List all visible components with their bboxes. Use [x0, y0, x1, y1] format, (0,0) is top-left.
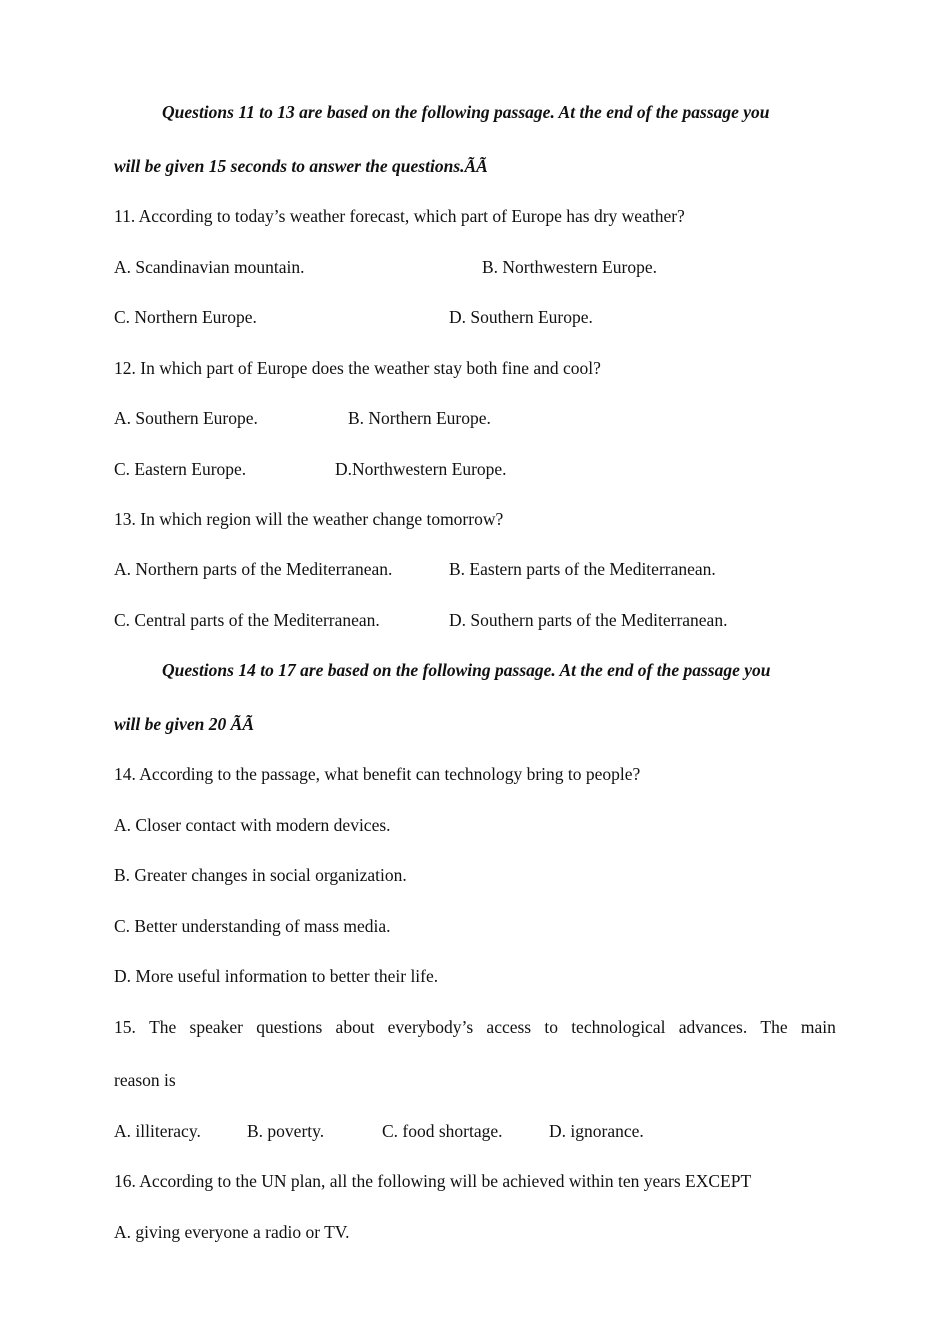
q11-option-b: B. Northwestern Europe.: [482, 257, 657, 277]
section1-instruction-line2: will be given 15 seconds to answer the questions.ÃÃ: [114, 156, 488, 176]
q12-option-b: B. Northern Europe.: [348, 408, 491, 428]
q11-option-d: D. Southern Europe.: [449, 307, 593, 327]
question-16: 16. According to the UN plan, all the following will be achieved within ten years EXCEPT: [114, 1171, 752, 1191]
question-15-line2: reason is: [114, 1070, 176, 1090]
question-14: 14. According to the passage, what benefit can technology bring to people?: [114, 764, 641, 784]
q12-option-c: C. Eastern Europe.: [114, 459, 247, 479]
q15-word: The: [760, 1017, 788, 1037]
q15-word: everybody’s: [387, 1017, 474, 1037]
section1-instruction-line1: Questions 11 to 13 are based on the following passage. At the end of the passage you: [162, 102, 770, 122]
q15-word: speaker: [189, 1017, 243, 1037]
q15-option-d: D. ignorance.: [549, 1121, 644, 1141]
q15-option-c: C. food shortage.: [382, 1121, 503, 1141]
q15-word: The: [149, 1017, 177, 1037]
q16-option-a: A. giving everyone a radio or TV.: [114, 1222, 350, 1242]
q13-option-d: D. Southern parts of the Mediterranean.: [449, 610, 728, 630]
q13-option-b: B. Eastern parts of the Mediterranean.: [449, 559, 716, 579]
question-11: 11. According to today’s weather forecast, which part of Europe has dry weather?: [114, 206, 685, 226]
q14-option-d: D. More useful information to better their life.: [114, 966, 439, 986]
q15-word: about: [335, 1017, 375, 1037]
section2-instruction-line2: will be given 20 ÃÃ: [114, 714, 254, 734]
q12-option-d: D.Northwestern Europe.: [335, 459, 507, 479]
question-13: 13. In which region will the weather change tomorrow?: [114, 509, 504, 529]
q15-word: to: [544, 1017, 558, 1037]
section2-instruction-line1: Questions 14 to 17 are based on the following passage. At the end of the passage you: [162, 660, 771, 680]
q14-option-a: A. Closer contact with modern devices.: [114, 815, 391, 835]
q11-option-a: A. Scandinavian mountain.: [114, 257, 305, 277]
q13-option-a: A. Northern parts of the Mediterranean.: [114, 559, 393, 579]
q13-option-c: C. Central parts of the Mediterranean.: [114, 610, 380, 630]
q15-word: technological: [571, 1017, 666, 1037]
q15-option-a: A. illiteracy.: [114, 1121, 201, 1141]
q15-word: main: [800, 1017, 836, 1037]
q15-option-b: B. poverty.: [247, 1121, 325, 1141]
question-15-line1: [114, 1016, 836, 1038]
q11-option-c: C. Northern Europe.: [114, 307, 257, 327]
q12-option-a: A. Southern Europe.: [114, 408, 258, 428]
q14-option-b: B. Greater changes in social organization.: [114, 865, 407, 885]
q15-word: advances.: [678, 1017, 748, 1037]
q15-word: questions: [256, 1017, 323, 1037]
q15-word: 15.: [114, 1017, 136, 1037]
q14-option-c: C. Better understanding of mass media.: [114, 916, 391, 936]
q15-word: access: [486, 1017, 532, 1037]
question-12: 12. In which part of Europe does the weather stay both fine and cool?: [114, 358, 601, 378]
